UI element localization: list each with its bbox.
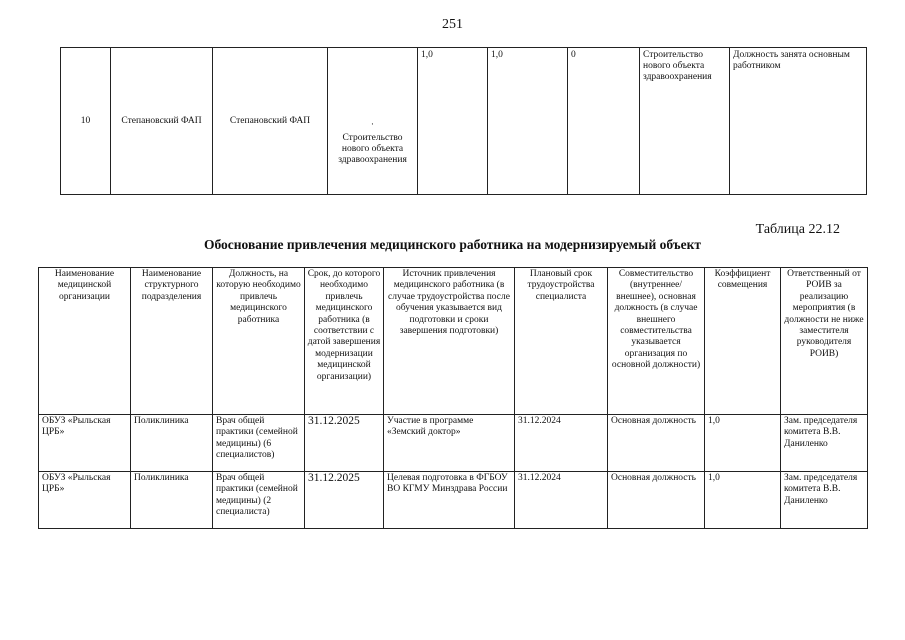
value1-cell: 1,0 [418,48,488,195]
header-subdivision: Наименование структурного подразделения [131,268,213,415]
header-coefficient: Коэффициент совмещения [705,268,781,415]
header-organization: Наименование медицинской организации [39,268,131,415]
table-caption: Таблица 22.12 [755,222,840,237]
subdivision-cell: Степановский ФАП [213,48,328,195]
value3-cell: 0 [568,48,640,195]
planned-date-cell: 31.12.2024 [515,472,608,529]
object-text: Строительство нового объекта здравоохранения [338,133,407,165]
unit-cell: Поликлиника [131,415,213,472]
org-cell: ОБУЗ «Рыльская ЦРБ» [39,472,131,529]
position-cell: Врач общей практики (семейной медицины) (2 специалиста) [213,472,305,529]
header-combination: Совместительство (внутреннее/внешнее), основная должность (в случае внешнего совместительства указывается организация по основной должности) [608,268,705,415]
planned-date-cell: 31.12.2024 [515,415,608,472]
header-source: Источник привлечения медицинского работника (в случае трудоустройства после обучения указывается вид подготовки и сроки завершения подготовки) [384,268,515,415]
object-cell [328,48,418,195]
coefficient-cell: 1,0 [705,415,781,472]
deadline-cell: 31.12.2025 [305,472,384,529]
page-number: 251 [442,17,463,32]
coefficient-cell: 1,0 [705,472,781,529]
justification-table [38,267,868,529]
scan-mark: · [370,120,375,130]
unit-cell: Поликлиника [131,472,213,529]
source-cell: Целевая подготовка в ФГБОУ ВО КГМУ Минздрава России [384,472,515,529]
responsible-cell: Зам. председателя комитета В.В. Даниленко [781,415,868,472]
value2-cell: 1,0 [488,48,568,195]
table-title: Обоснование привлечения медицинского работника на модернизируемый объект [203,237,702,252]
header-responsible: Ответственный от РОИВ за реализацию мероприятия (в должности не ниже заместителя руководителя РОИВ) [781,268,868,415]
header-position: Должность, на которую необходимо привлечь медицинского работника [213,268,305,415]
combination-cell: Основная должность [608,415,705,472]
header-planned-date: Плановый срок трудоустройства специалиста [515,268,608,415]
org-cell: ОБУЗ «Рыльская ЦРБ» [39,415,131,472]
position-cell: Врач общей практики (семейной медицины) (6 специалистов) [213,415,305,472]
table-row [61,48,867,195]
header-deadline: Срок, до которого необходимо привлечь медицинского работника (в соответствии с датой завершения модернизации медицинской организации) [305,268,384,415]
table-row [39,415,868,472]
deadline-cell: 31.12.2025 [305,415,384,472]
combination-cell: Основная должность [608,472,705,529]
object2-cell: Строительство нового объекта здравоохранения [640,48,730,195]
note-cell: Должность занята основным работником [730,48,867,195]
responsible-cell: Зам. председателя комитета В.В. Даниленко [781,472,868,529]
header-row [39,268,868,415]
continuation-table [60,47,867,195]
table-row [39,472,868,529]
source-cell: Участие в программе «Земский доктор» [384,415,515,472]
organization-cell: Степановский ФАП [111,48,213,195]
row-number: 10 [61,48,111,195]
